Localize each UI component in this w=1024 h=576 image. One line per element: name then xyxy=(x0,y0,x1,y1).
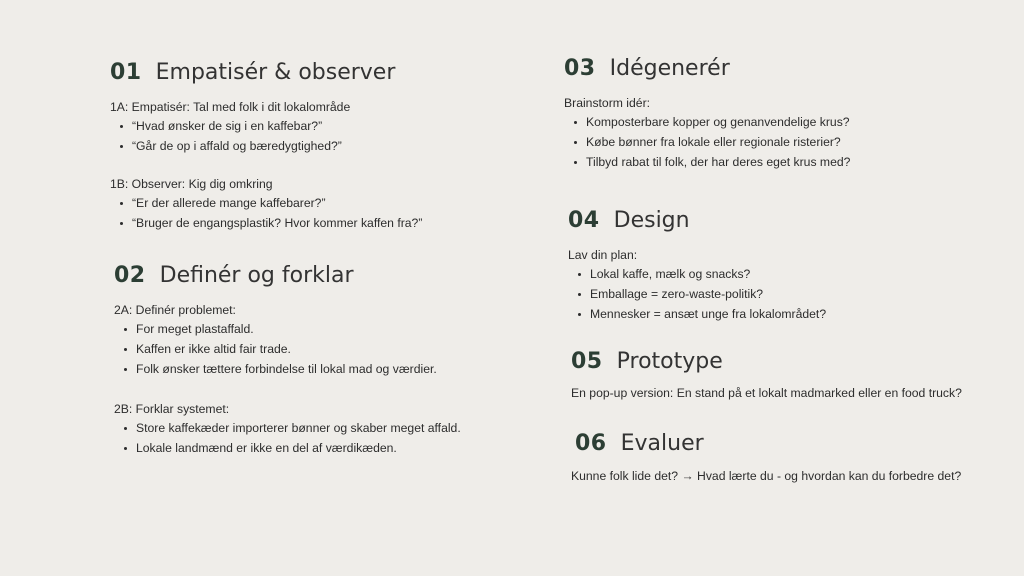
section-number: 04 xyxy=(568,208,600,233)
subsection-heading: Lav din plan: xyxy=(568,248,638,262)
list-item: “Hvad ønsker de sig i en kaffebar?” xyxy=(110,116,422,136)
list-item: Lokale landmænd er ikke en del af værdikæden. xyxy=(114,438,461,458)
section-number: 06 xyxy=(575,431,607,456)
bullet-list xyxy=(110,116,422,156)
list-item: Emballage = zero-waste-politik? xyxy=(568,284,826,304)
list-item: “Går de op i affald og bæredygtighed?” xyxy=(110,136,422,156)
subsection-heading: 1A: Empatisér: Tal med folk i dit lokalområde xyxy=(110,100,351,114)
bullet-list xyxy=(564,112,850,172)
list-item: “Er der allerede mange kaffebarer?” xyxy=(110,193,422,213)
section-01-header xyxy=(110,60,422,85)
section-04 xyxy=(568,208,826,324)
bullet-list xyxy=(110,193,422,233)
subsection-heading: 1B: Observer: Kig dig omkring xyxy=(110,177,273,191)
section-05-header xyxy=(571,349,981,374)
list-item: Folk ønsker tættere forbindelse til lokal mad og værdier. xyxy=(114,359,461,379)
bullet-list xyxy=(568,264,826,324)
subsection-heading: 2B: Forklar systemet: xyxy=(114,402,230,416)
list-item: Store kaffekæder importerer bønner og skaber meget affald. xyxy=(114,418,461,438)
list-item: “Bruger de engangsplastik? Hvor kommer kaffen fra?” xyxy=(110,213,422,233)
bullet-list xyxy=(114,418,461,458)
list-item: For meget plastaffald. xyxy=(114,319,461,339)
list-item: Købe bønner fra lokale eller regionale risterier? xyxy=(564,132,850,152)
prototype-text: En pop-up version: En stand på et lokalt madmarked eller en food truck? xyxy=(571,386,962,400)
section-06 xyxy=(571,431,1016,486)
list-item: Kaffen er ikke altid fair trade. xyxy=(114,339,461,359)
section-03-header xyxy=(564,56,850,81)
section-number: 05 xyxy=(571,349,603,374)
evaluation-text: Kunne folk lide det? → Hvad lærte du - og hvordan kan du forbedre det? xyxy=(571,469,962,483)
list-item: Komposterbare kopper og genanvendelige krus? xyxy=(564,112,850,132)
section-title: Idégenerér xyxy=(609,56,730,81)
section-04-header xyxy=(568,208,826,233)
section-title: Evaluer xyxy=(620,431,704,456)
section-title: Definér og forklar xyxy=(159,263,354,288)
section-number: 02 xyxy=(114,263,146,288)
section-number: 03 xyxy=(564,56,596,81)
section-title: Design xyxy=(613,208,690,233)
list-item: Tilbyd rabat til folk, der har deres eget krus med? xyxy=(564,152,850,172)
bullet-list xyxy=(114,319,461,379)
section-02-header xyxy=(114,263,461,288)
section-01 xyxy=(110,60,422,233)
section-02 xyxy=(114,263,461,458)
list-item: Mennesker = ansæt unge fra lokalområdet? xyxy=(568,304,826,324)
section-title: Prototype xyxy=(616,349,723,374)
section-03 xyxy=(564,56,850,172)
section-title: Empatisér & observer xyxy=(155,60,396,85)
section-number: 01 xyxy=(110,60,142,85)
subsection-heading: Brainstorm idér: xyxy=(564,96,651,110)
section-05 xyxy=(571,349,981,403)
list-item: Lokal kaffe, mælk og snacks? xyxy=(568,264,826,284)
section-06-header xyxy=(571,431,1016,456)
subsection-heading: 2A: Definér problemet: xyxy=(114,303,236,317)
